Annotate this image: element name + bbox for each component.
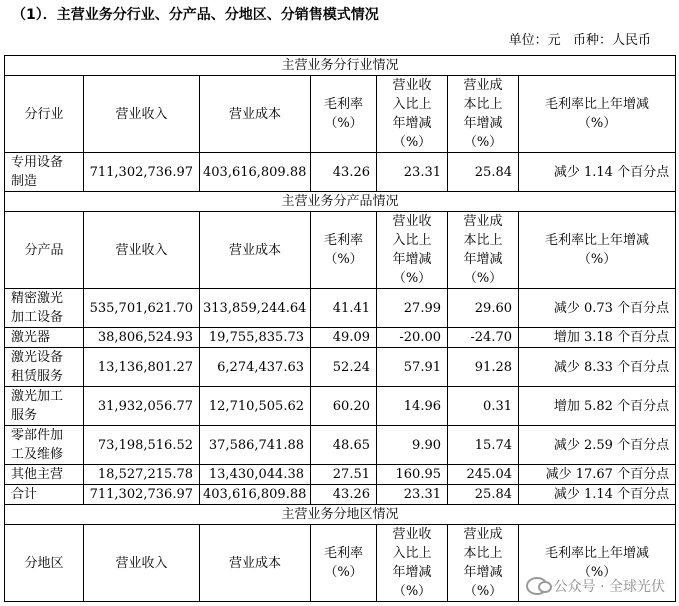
table-row <box>5 328 676 348</box>
header-col4: 毛利率 （%） <box>311 212 377 289</box>
column-header-row <box>5 212 676 289</box>
margin-cell: 43.26 <box>311 153 377 192</box>
header-col7: 毛利率比上年增减 （%） <box>519 212 676 289</box>
header-col7: 毛利率比上年增减 （%） <box>519 76 676 153</box>
header-col4: 毛利率 （%） <box>311 76 377 153</box>
cost-change-cell: 25.84 <box>448 485 519 505</box>
header-col3: 营业成本 <box>200 76 311 153</box>
header-col5: 营业收 入比上 年增减 （%） <box>377 76 448 153</box>
row-label: 激光器 <box>5 328 84 348</box>
cost-change-cell: 15.74 <box>448 426 519 465</box>
margin-cell: 48.65 <box>311 426 377 465</box>
margin-cell: 52.24 <box>311 348 377 387</box>
header-col2: 营业收入 <box>84 525 200 602</box>
margin-change-cell: 减少 1.14 个百分点 <box>519 485 676 505</box>
header-col4: 毛利率 （%） <box>311 525 377 602</box>
margin-change-cell: 减少 0.73 个百分点 <box>519 289 676 328</box>
revenue-cell: 13,136,801.27 <box>84 348 200 387</box>
row-label: 零部件加 工及维修 <box>5 426 84 465</box>
revenue-cell: 31,932,056.77 <box>84 387 200 426</box>
header-col3: 营业成本 <box>200 525 311 602</box>
revenue-change-cell: 9.90 <box>377 426 448 465</box>
section-title: 主营业务分产品情况 <box>5 192 676 212</box>
row-label: 合计 <box>5 485 84 505</box>
table-row <box>5 465 676 485</box>
margin-change-cell: 减少 17.67 个百分点 <box>519 465 676 485</box>
margin-change-cell: 减少 8.33 个百分点 <box>519 348 676 387</box>
section-title-row <box>5 56 676 76</box>
cost-change-cell: 25.84 <box>448 153 519 192</box>
margin-cell: 60.20 <box>311 387 377 426</box>
column-header-row <box>5 76 676 153</box>
row-label: 激光设备 租赁服务 <box>5 348 84 387</box>
table-row <box>5 289 676 328</box>
cost-cell: 403,616,809.88 <box>200 485 311 505</box>
row-label: 其他主营 <box>5 465 84 485</box>
header-category: 分产品 <box>5 212 84 289</box>
cost-cell: 6,274,437.63 <box>200 348 311 387</box>
cost-change-cell: 0.31 <box>448 387 519 426</box>
watermark <box>526 576 665 596</box>
section-title: 主营业务分行业情况 <box>5 56 676 76</box>
margin-change-cell: 增加 3.18 个百分点 <box>519 328 676 348</box>
cost-change-cell: 245.04 <box>448 465 519 485</box>
margin-change-cell: 增加 5.82 个百分点 <box>519 387 676 426</box>
revenue-change-cell: 23.31 <box>377 485 448 505</box>
unit-label: 单位：元 币种：人民币 <box>508 33 651 48</box>
margin-change-cell: 减少 2.59 个百分点 <box>519 426 676 465</box>
header-col7: 毛利率比上年增减 （%） <box>519 525 676 602</box>
cost-cell: 37,586,741.88 <box>200 426 311 465</box>
revenue-change-cell: 160.95 <box>377 465 448 485</box>
cost-cell: 313,859,244.64 <box>200 289 311 328</box>
table-row <box>5 426 676 465</box>
cost-change-cell: -24.70 <box>448 328 519 348</box>
header-category: 分行业 <box>5 76 84 153</box>
revenue-cell: 73,198,516.52 <box>84 426 200 465</box>
cost-change-cell: 29.60 <box>448 289 519 328</box>
header-col5: 营业收 入比上 年增减 （%） <box>377 525 448 602</box>
header-col2: 营业收入 <box>84 212 200 289</box>
section-title-row <box>5 505 676 525</box>
margin-cell: 43.26 <box>311 485 377 505</box>
header-col6: 营业成 本比上 年增减 （%） <box>448 76 519 153</box>
margin-cell: 41.41 <box>311 289 377 328</box>
table-row <box>5 153 676 192</box>
table-row <box>5 387 676 426</box>
cost-cell: 12,710,505.62 <box>200 387 311 426</box>
section-title-row <box>5 192 676 212</box>
row-label: 激光加工 服务 <box>5 387 84 426</box>
margin-cell: 49.09 <box>311 328 377 348</box>
section-heading: （1）．主营业务分行业、分产品、分地区、分销售模式情况 <box>12 7 379 23</box>
revenue-cell: 711,302,736.97 <box>84 153 200 192</box>
table-row <box>5 485 676 505</box>
revenue-cell: 18,527,215.78 <box>84 465 200 485</box>
row-label: 专用设备 制造 <box>5 153 84 192</box>
margin-change-cell: 减少 1.14 个百分点 <box>519 153 676 192</box>
cost-cell: 403,616,809.88 <box>200 153 311 192</box>
revenue-cell: 711,302,736.97 <box>84 485 200 505</box>
revenue-change-cell: 14.96 <box>377 387 448 426</box>
header-col6: 营业成 本比上 年增减 （%） <box>448 212 519 289</box>
revenue-change-cell: 27.99 <box>377 289 448 328</box>
header-category: 分地区 <box>5 525 84 602</box>
section-title: 主营业务分地区情况 <box>5 505 676 525</box>
cost-cell: 13,430,044.38 <box>200 465 311 485</box>
watermark-text: 公众号 · 全球光伏 <box>553 579 665 595</box>
table-row <box>5 348 676 387</box>
revenue-cell: 38,806,524.93 <box>84 328 200 348</box>
revenue-change-cell: -20.00 <box>377 328 448 348</box>
revenue-change-cell: 57.91 <box>377 348 448 387</box>
header-col6: 营业成 本比上 年增减 （%） <box>448 525 519 602</box>
row-label: 精密激光 加工设备 <box>5 289 84 328</box>
cost-cell: 19,755,835.73 <box>200 328 311 348</box>
header-col2: 营业收入 <box>84 76 200 153</box>
header-col5: 营业收 入比上 年增减 （%） <box>377 212 448 289</box>
revenue-cell: 535,701,621.70 <box>84 289 200 328</box>
header-col3: 营业成本 <box>200 212 311 289</box>
wechat-icon <box>526 577 548 595</box>
revenue-change-cell: 23.31 <box>377 153 448 192</box>
cost-change-cell: 91.28 <box>448 348 519 387</box>
main-business-table <box>4 55 676 602</box>
margin-cell: 27.51 <box>311 465 377 485</box>
